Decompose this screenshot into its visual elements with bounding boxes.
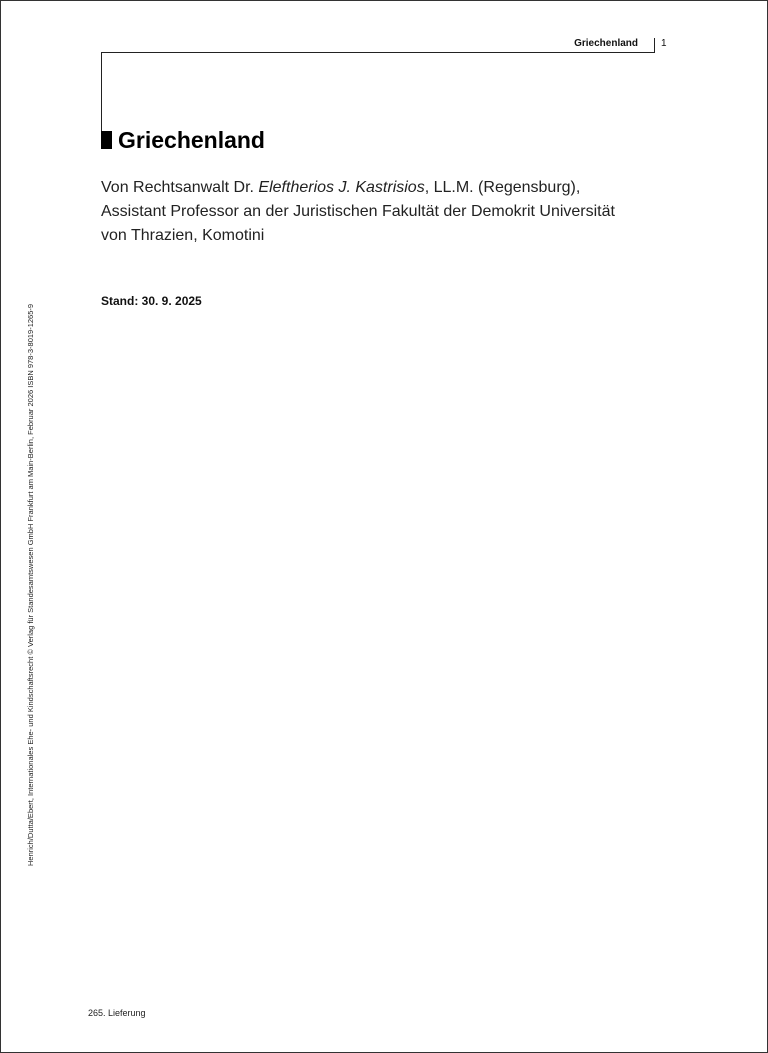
- author-suffix: , LL.M. (Regensburg),: [424, 179, 581, 196]
- stand-date: Stand: 30. 9. 2025: [101, 294, 202, 308]
- author-prefix: Von Rechtsanwalt Dr.: [101, 179, 259, 196]
- author-name: Eleftherios J. Kastrisios: [258, 179, 425, 196]
- title-marker: [101, 131, 112, 149]
- footer-delivery: 265. Lieferung: [88, 1008, 146, 1018]
- author-line-3: von Thrazien, Komotini: [101, 227, 265, 244]
- chapter-title: Griechenland: [118, 127, 265, 153]
- author-line-2: Assistant Professor an der Juristischen Fakultät der Demokrit Universität: [101, 203, 615, 220]
- page-number: 1: [661, 38, 667, 49]
- side-citation-note: Henrich/Dutta/Ebert, Internationales Ehe- und Kindschaftsrecht © Verlag für Standesamtswesen GmbH Frankfurt am Main-Berlin, Februar 2026 ISBN 978-3-8019-1265-9: [26, 303, 35, 866]
- running-head-title: Griechenland: [574, 38, 638, 49]
- author-line-1: [101, 176, 681, 200]
- author-block: [101, 176, 681, 248]
- header-rule: [101, 52, 655, 53]
- running-head-divider: [654, 38, 655, 52]
